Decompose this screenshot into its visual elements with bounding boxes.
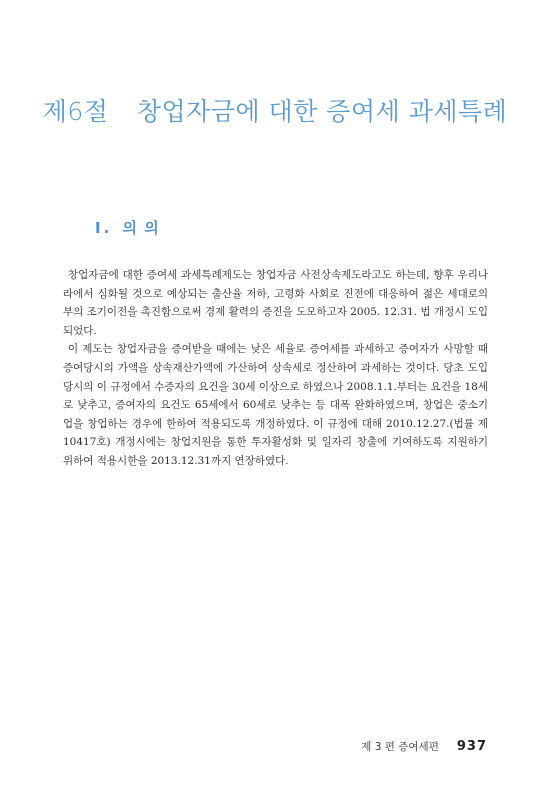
section-title: 의 의 [122,219,160,237]
body-paragraph-2: 이 제도는 창업자금을 증여받을 때에는 낮은 세율로 증여세를 과세하고 증여자가 사망할 때 증여당시의 가액을 상속재산가액에 가산하여 상속세로 정산하여 과세하는 것이다. 당초 도입 당시의 이 규정에서 수증자의 요건을 30세 이상으로 하였으나 2008.1.1.부터는 요건을 18세로 낮추고, 증여자의 요건도 65세에서 60세로 낮추는 등 대폭 완화하였으며, 창업은 중소기업을 창업하는 경우에 한하여 적용되도록 개정하였다. 이 규정에 대해 2010.12.27.(법률 제10417호) 개정시에는 창업지원을 통한 투자활성화 및 일자리 창출에 기여하도록 지원하기 위하여 적용시한을 2013.12.31까지 연장하였다. [63,343,488,467]
section-dot: . [103,219,111,237]
page-footer [0,739,487,754]
body-text [63,266,488,471]
body-paragraph-1: 창업자금에 대한 증여세 과세특례제도는 창업자금 사전상속제도라고도 하는데, 향후 우리나라에서 심화될 것으로 예상되는 출산율 저하, 고령화 사회로 진전에 대응하여 젊은 세대로의 부의 조기이전을 촉진함으로써 경제 활력의 증진을 도모하고자 2005. 12.31. 법 개정시 도입되었다. [63,269,488,337]
chapter-number: 제6절 [42,97,109,126]
chapter-title-text: 창업자금에 대한 증여세 과세특례 [136,97,508,126]
page-number: 937 [456,739,487,754]
section-heading [95,217,160,238]
section-numeral: Ⅰ [95,219,102,237]
chapter-title [0,92,550,128]
footer-section-label: 제 3 편 증여세편 [361,741,439,753]
